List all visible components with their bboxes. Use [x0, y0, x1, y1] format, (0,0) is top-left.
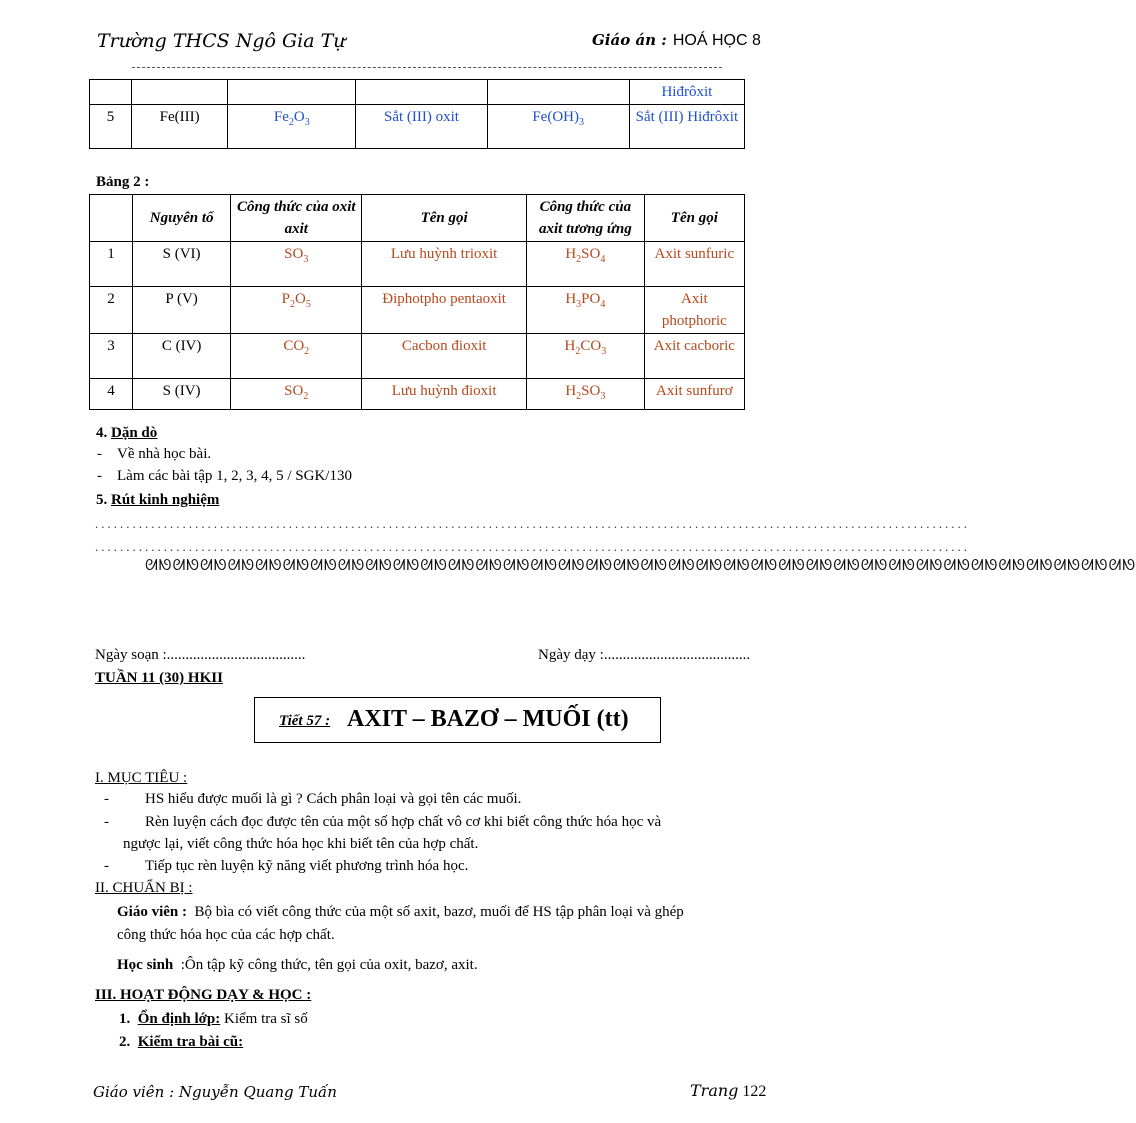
teach-date: Ngày dạy :....................................... [538, 647, 751, 663]
table-row: 4 S (IV) $SO_2$ Lưu huỳnh đioxit $H_2SO_3$ Axit sunfurơ [90, 379, 745, 410]
dotted-line: ............................................................................................................................................ [95, 539, 970, 554]
table-2-caption: Bảng 2 : [96, 174, 150, 190]
student-prep: Học sinh :Ôn tập kỹ công thức, tên gọi của oxit, bazơ, axit. [117, 957, 478, 973]
list-item: - Làm các bài tập 1, 2, 3, 4, 5 / SGK/130 [97, 468, 352, 484]
chemical-formula: $CO_2$ [283, 338, 310, 357]
chemical-formula: $SO_2$ [284, 383, 309, 402]
chemical-formula: $Fe(OH)_3$ [532, 109, 584, 128]
subject-name: HOÁ HỌC 8 [672, 32, 761, 49]
formula-cell [228, 105, 356, 149]
page-number: Trang 122 [690, 1081, 767, 1100]
list-item: - Rèn luyện cách đọc được tên của một số hợp chất vô cơ khi biết công thức hóa học và [104, 814, 662, 830]
activity-item: 1. Ổn định lớp: Kiểm tra sĩ số [119, 1011, 308, 1027]
preparation-heading: II. CHUẨN BỊ : [95, 880, 193, 896]
list-item-continuation: ngược lại, viết công thức hóa học khi biết tên của hợp chất. [123, 836, 479, 852]
prep-date: Ngày soạn :..................................... [95, 647, 306, 663]
teacher-prep-continuation: công thức hóa học của các hợp chất. [117, 927, 335, 943]
table-row: 1 S (VI) $SO_3$ Lưu huỳnh trioxit $H_2SO_4$ Axit sunfuric [90, 242, 745, 287]
activity-item: 2. Kiểm tra bài cũ: [119, 1034, 244, 1050]
column-header: Nguyên tố [132, 195, 230, 242]
chemical-formula: $P_2O_5$ [281, 291, 311, 310]
column-header: Tên gọi [362, 195, 527, 242]
table-row: 3 C (IV) $CO_2$ Cacbon đioxit $H_2CO_3$ Axit cacboric [90, 334, 745, 379]
table-1 [89, 79, 745, 149]
table-cell: Sắt (III) oxit [356, 105, 487, 149]
header-divider [132, 67, 722, 68]
table-cell: Fe(III) [132, 105, 228, 149]
dotted-line: ............................................................................................................................................ [95, 516, 970, 531]
activities-heading: III. HOẠT ĐỘNG DẠY & HỌC : [95, 987, 312, 1003]
section-4-heading: 4. Dặn dò [96, 425, 158, 441]
column-header: Công thức của oxit axit [231, 195, 362, 242]
lesson-title: AXIT – BAZƠ – MUỐI (tt) [347, 706, 629, 732]
teacher-signature: Giáo viên : Nguyễn Quang Tuấn [93, 1083, 337, 1101]
table-row: 2 P (V) $P_2O_5$ Điphotpho pentaoxit $H_3PO_4$ Axit photphoric [90, 287, 745, 334]
objectives-heading: I. MỤC TIÊU : [95, 770, 188, 786]
chemical-formula: $H_2SO_4$ [565, 246, 606, 265]
table-cell: 5 [90, 105, 132, 149]
school-name: Trường THCS Ngô Gia Tự [97, 30, 346, 52]
list-item: - HS hiểu được muối là gì ? Cách phân loại và gọi tên các muối. [104, 791, 522, 807]
lesson-number: Tiết 57 : [279, 713, 331, 729]
week-label: TUẦN 11 (30) HKII [95, 670, 223, 686]
chemical-formula: $H_3PO_4$ [565, 291, 606, 310]
table-2 [89, 194, 745, 410]
chemical-formula: $Fe_2O_3$ [273, 109, 310, 128]
column-header: Tên gọi [644, 195, 744, 242]
table-cell: Hiđrôxit [629, 80, 744, 105]
column-header: Công thức của axit tương ứng [527, 195, 645, 242]
chemical-formula: $SO_3$ [284, 246, 309, 265]
chemical-formula: $H_2CO_3$ [564, 338, 607, 357]
table-cell: Sắt (III) Hiđrôxit [629, 105, 744, 149]
ornament-divider: ᘛᘚᘛᘚᘛᘚᘛᘚᘛᘚᘛᘚᘛᘚᘛᘚᘛᘚᘛᘚᘛᘚᘛᘚᘛᘚᘛᘚᘛᘚᘛᘚᘛᘚᘛᘚᘛᘚᘛᘚᘛᘚᘛᘚᘛᘚᘛᘚᘛᘚᘛᘚᘛᘚᘛᘚᘛᘚᘛᘚᘛᘚᘛᘚᘛᘚᘛᘚᘛᘚᘛᘚ [145, 558, 1136, 574]
plan-label: Giáo án : [592, 31, 667, 49]
formula-cell [487, 105, 629, 149]
table-header-row [90, 195, 745, 242]
teacher-prep: Giáo viên : Bộ bìa có viết công thức của một số axit, bazơ, muối để HS tập phân loại và ghép [117, 904, 684, 920]
section-5-heading: 5. Rút kinh nghiệm [96, 492, 220, 508]
table-row [90, 105, 745, 149]
table-row [90, 80, 745, 105]
list-item: - Tiếp tục rèn luyện kỹ năng viết phương trình hóa học. [104, 858, 469, 874]
list-item: - Về nhà học bài. [97, 446, 212, 462]
lesson-title-box [254, 697, 661, 743]
header-subject [592, 31, 761, 50]
chemical-formula: $H_2SO_3$ [565, 383, 606, 402]
